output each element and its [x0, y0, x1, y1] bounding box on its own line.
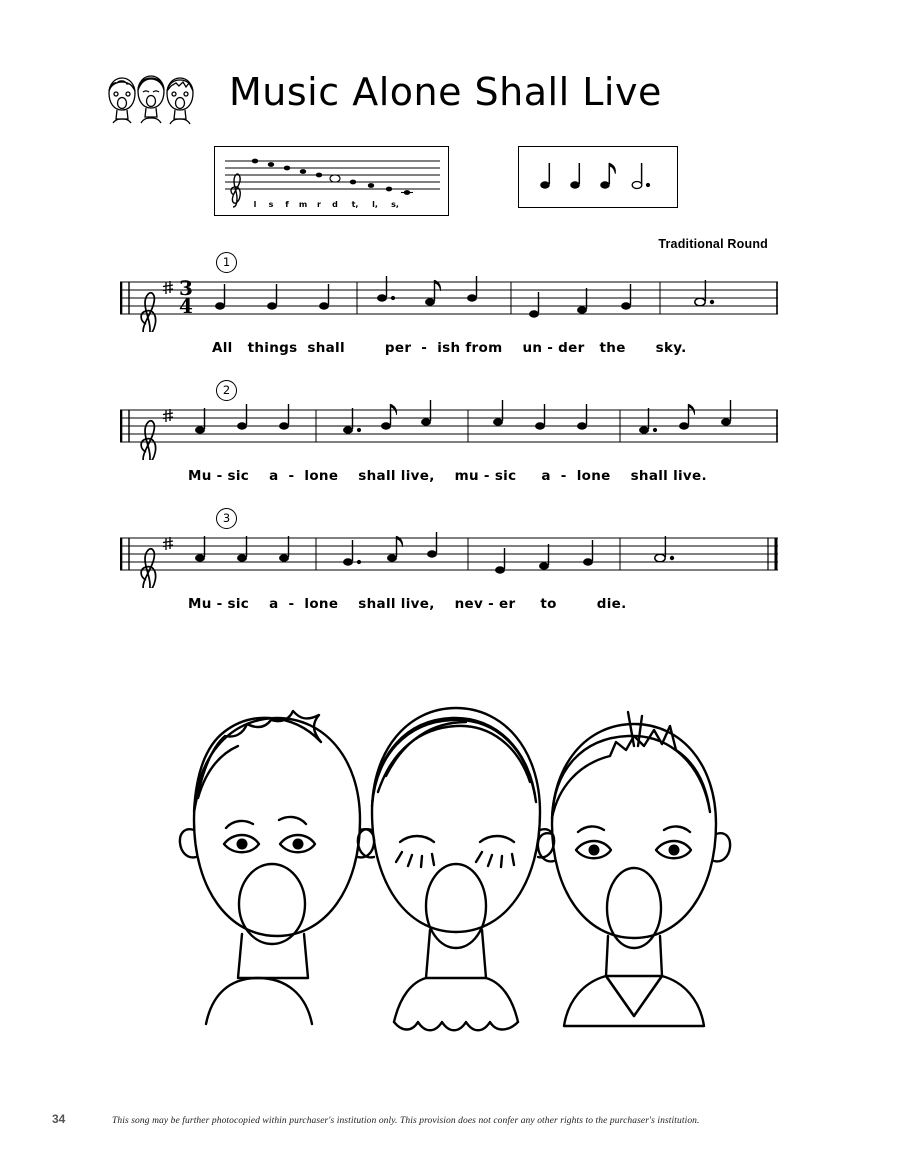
rhythm-pattern-box [518, 146, 678, 208]
three-singing-children-icon [95, 71, 207, 143]
lyrics-line-1: All things shall per - ish from un - der the sky. [212, 340, 687, 356]
svg-text:l,: l, [372, 200, 378, 209]
svg-text:d: d [332, 200, 338, 209]
tonal-pattern-box [214, 146, 449, 216]
measure-number: 1 [216, 252, 237, 273]
staff-system-3 [120, 511, 780, 612]
page-title: Music Alone Shall Live [229, 70, 662, 115]
lyrics-line-2: Mu - sic a - lone shall live, mu - sic a - lone shall live. [188, 468, 707, 484]
three-singing-children-illustration [150, 680, 770, 1050]
staff-system-2 [120, 383, 780, 484]
staff-system-1 [120, 255, 780, 356]
svg-text:s,: s, [391, 200, 399, 209]
svg-text:s: s [268, 200, 274, 209]
page-footer [52, 1112, 848, 1126]
page-header [95, 48, 662, 143]
svg-text:l: l [253, 200, 257, 209]
svg-text:r: r [317, 200, 321, 209]
measure-number: 2 [216, 380, 237, 401]
svg-text:4: 4 [179, 294, 193, 318]
copyright-note: This song may be further photocopied within purchaser's institution only. This provision does not confer any other rights to the purchaser's institution. [112, 1116, 700, 1126]
svg-text:3: 3 [179, 276, 193, 300]
measure-number: 3 [216, 508, 237, 529]
attribution: Traditional Round [658, 237, 768, 251]
page-number: 34 [52, 1112, 66, 1126]
svg-text:m: m [298, 200, 308, 209]
svg-text:t,: t, [351, 200, 359, 209]
svg-text:f: f [285, 200, 289, 209]
lyrics-line-3: Mu - sic a - lone shall live, nev - er to die. [188, 596, 627, 612]
